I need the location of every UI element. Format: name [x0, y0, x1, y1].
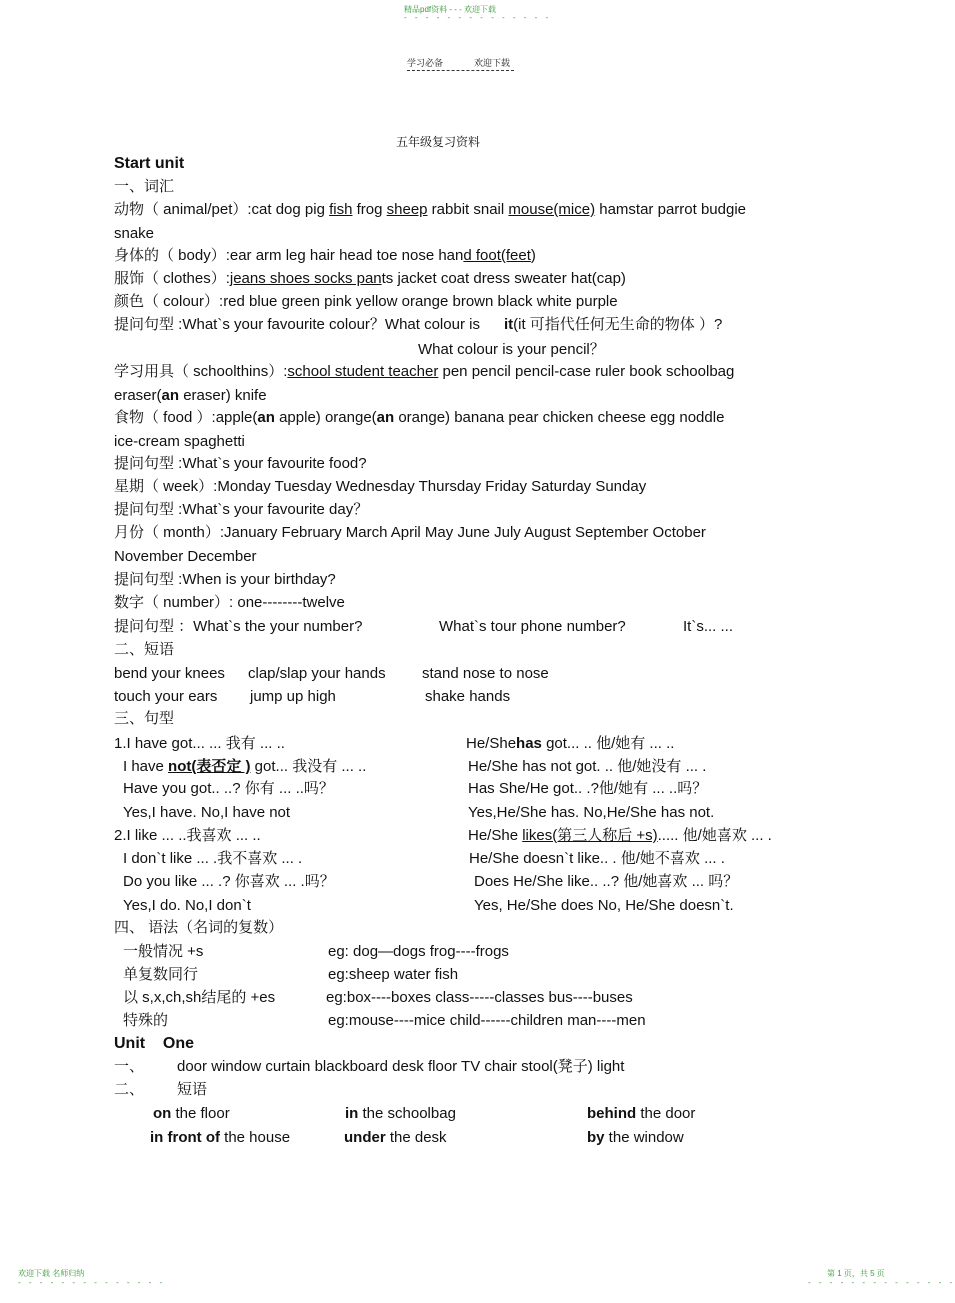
school-underlined: school student teacher	[287, 363, 439, 380]
animal-post: hamstar parrot budgie	[595, 201, 746, 218]
q-colour-post: (it 可指代任何无生命的物体 ）?	[513, 316, 723, 333]
q-day: 提问句型 :What`s your favourite day？	[114, 501, 369, 518]
unit-one-vocab: door window curtain blackboard desk floor TV chair stool(凳子) light	[177, 1058, 625, 1075]
p5-bold: under	[344, 1129, 386, 1146]
unit-one-phrase-5	[344, 1128, 447, 1148]
grammar-eg-4: eg:mouse----mice child------children man----men	[328, 1012, 646, 1029]
q-food: 提问句型 :What`s your favourite food?	[114, 455, 367, 472]
s2-left-1: 2.I like ... ..我喜欢 ... ..	[114, 827, 261, 844]
clothes-underlined: jeans shoes socks pan	[229, 270, 382, 287]
food-an2: an	[376, 409, 395, 426]
clothes-pre: 服饰（ clothes）:	[114, 270, 230, 287]
phrase-1-3: stand nose to nose	[422, 665, 549, 682]
p2-text: the schoolbag	[358, 1105, 456, 1122]
grammar-rule-1: 一般情况 +s	[123, 943, 204, 960]
school-pre: 学习用具（ schoolthins）:	[114, 363, 288, 380]
phrase-1-2: clap/slap your hands	[248, 665, 386, 682]
unit-one-phrases-label: 短语	[177, 1081, 208, 1098]
school-line	[114, 362, 734, 382]
food-cont: ice-cream spaghetti	[114, 433, 245, 450]
s2-right-3: Does He/She like.. ..? 他/她喜欢 ... 吗？	[474, 873, 739, 890]
animal-fish: fish	[329, 201, 353, 218]
grammar-eg-3: eg:box----boxes class-----classes bus----buses	[326, 989, 633, 1006]
s1-right-1	[466, 734, 674, 754]
phrases-heading: 二、短语	[114, 641, 175, 658]
s2-left-4: Yes,I do. No,I don`t	[123, 897, 251, 914]
s2-right-1	[468, 826, 772, 846]
watermark-dots-top: - - - - - - - - - - - - - -	[404, 13, 552, 22]
p6-text: the window	[604, 1129, 684, 1146]
grammar-eg-1: eg: dog—dogs frog----frogs	[328, 943, 509, 960]
s2-r1-likes: likes(第三人称后 +s)	[522, 827, 658, 844]
clothes-post: ts jacket coat dress sweater hat(cap)	[381, 270, 626, 287]
unit-one-phrase-3	[587, 1104, 695, 1124]
phrase-2-3: shake hands	[425, 688, 511, 705]
food-post: orange) banana pear chicken cheese egg noddle	[394, 409, 725, 426]
s1-r1-has: has	[516, 735, 542, 752]
vocab-heading: 一、词汇	[114, 178, 175, 195]
unit-one-phrase-4	[150, 1128, 290, 1148]
s1-left-1: 1.I have got... ... 我有 ... ..	[114, 735, 285, 752]
p3-bold: behind	[587, 1105, 637, 1122]
footer-left: 欢迎下载 名师归纳	[18, 1269, 85, 1278]
animal-pre: 动物（ animal/pet）:cat dog pig	[114, 201, 330, 218]
school-cont	[114, 386, 267, 406]
s1-l2-pre: I have	[123, 758, 169, 775]
grammar-rule-4: 特殊的	[123, 1012, 169, 1029]
grammar-eg-2: eg:sheep water fish	[328, 966, 459, 983]
q-number-b: What`s tour phone number?	[439, 618, 626, 635]
body-pre: 身体的（ body）:ear arm leg hair head toe nose han	[114, 247, 464, 264]
s1-left-4: Yes,I have. No,I have not	[123, 804, 291, 821]
animal-line	[114, 200, 746, 220]
p6-bold: by	[587, 1129, 605, 1146]
grammar-heading: 四、 语法（名词的复数）	[114, 919, 284, 936]
q-colour	[114, 315, 722, 335]
food-pre: 食物（ food ）:apple(	[114, 409, 258, 426]
s2-r1-post: ..... 他/她喜欢 ... .	[657, 827, 772, 844]
p3-text: the door	[636, 1105, 696, 1122]
unit-one-phrase-1	[153, 1104, 230, 1124]
header-rule	[407, 70, 514, 71]
s2-r1-pre: He/She	[468, 827, 523, 844]
school-cont-an: an	[161, 387, 180, 404]
grammar-rule-2: 单复数同行	[123, 966, 199, 983]
unit-one-num-1: 一、	[114, 1058, 145, 1075]
unit-one-phrase-2	[345, 1104, 456, 1124]
s2-left-3: Do you like ... .? 你喜欢 ... .吗？	[123, 873, 335, 890]
phrase-1-1: bend your knees	[114, 665, 225, 682]
food-mid: apple) orange(	[274, 409, 377, 426]
p1-bold: on	[153, 1105, 172, 1122]
header-right: 欢迎下载	[474, 58, 511, 68]
footer-right: 第 1 页，共 5 页	[827, 1269, 885, 1278]
q-birthday: 提问句型 :When is your birthday?	[114, 571, 336, 588]
s1-r1-pre: He/She	[466, 735, 517, 752]
s1-right-3: Has She/He got.. .?他/她有 ... ..吗？	[468, 780, 708, 797]
unit-one-num-2: 二、	[114, 1081, 145, 1098]
body-line	[114, 246, 536, 266]
footer-dots-left: - - - - - - - - - - - - - -	[18, 1278, 166, 1287]
grammar-rule-3: 以 s,x,ch,sh结尾的 +es	[123, 989, 276, 1006]
body-post: )	[530, 247, 536, 264]
p4-text: the house	[219, 1129, 291, 1146]
q-colour-pre: 提问句型 :What`s your favourite colour？What colour is	[114, 316, 480, 333]
animal-cont: snake	[114, 225, 155, 242]
unit-one-phrase-6	[587, 1128, 684, 1148]
colour-line: 颜色（ colour）:red blue green pink yellow orange brown black white purple	[114, 293, 618, 310]
q-colour-2: What colour is your pencil？	[418, 341, 605, 358]
s1-right-2: He/She has not got. .. 他/她没有 ... .	[468, 758, 707, 775]
food-an1: an	[257, 409, 275, 426]
animal-sheep: sheep	[386, 201, 428, 218]
q-number-c: It`s... ...	[683, 618, 734, 635]
q-number-a: 提问句型 ：What`s the your number?	[114, 618, 363, 635]
number-line: 数字（ number）: one--------twelve	[114, 594, 345, 611]
food-line	[114, 408, 724, 428]
school-post: pen pencil pencil-case ruler book schoolbag	[438, 363, 735, 380]
footer-dots-right: - - - - - - - - - - - - - -	[808, 1278, 955, 1287]
animal-mid2: rabbit snail	[427, 201, 509, 218]
s1-r1-post: got... .. 他/她有 ... ..	[541, 735, 675, 752]
s2-right-2: He/She doesn`t like.. . 他/她不喜欢 ... .	[469, 850, 725, 867]
phrase-2-2: jump up high	[250, 688, 336, 705]
sentences-heading: 三、句型	[114, 710, 175, 727]
clothes-line	[114, 269, 626, 289]
doc-title: 五年级复习资料	[396, 135, 481, 149]
p1-text: the floor	[171, 1105, 230, 1122]
s1-left-3: Have you got.. ..? 你有 ... ..吗？	[123, 780, 334, 797]
week-line: 星期（ week）:Monday Tuesday Wednesday Thursday Friday Saturday Sunday	[114, 478, 647, 495]
s2-right-4: Yes, He/She does No, He/She doesn`t.	[474, 897, 734, 914]
s1-right-4: Yes,He/She has. No,He/She has not.	[468, 804, 715, 821]
month-cont: November December	[114, 548, 257, 565]
p2-bold: in	[345, 1105, 359, 1122]
month-line: 月份（ month）:January February March April May June July August September October	[114, 524, 706, 541]
body-foot: d foot(feet	[463, 247, 531, 264]
header-left: 学习必备	[407, 58, 444, 68]
school-cont-pre: eraser(	[114, 387, 162, 404]
p4-bold: in front of	[150, 1129, 220, 1146]
p5-text: the desk	[385, 1129, 447, 1146]
unit-one-heading: Unit One	[114, 1035, 194, 1052]
s1-l2-not: not(表否定 )	[168, 758, 251, 775]
s1-l2-post: got... 我没有 ... ..	[250, 758, 367, 775]
school-cont-post: eraser) knife	[179, 387, 267, 404]
s1-left-2	[123, 757, 366, 777]
watermark-top: 精品pdf资料 - - - 欢迎下载	[404, 5, 497, 14]
start-unit-heading: Start unit	[114, 155, 185, 172]
s2-left-2: I don`t like ... .我不喜欢 ... .	[123, 850, 303, 867]
q-colour-it: it	[503, 316, 514, 333]
animal-mid1: frog	[352, 201, 387, 218]
animal-mouse: mouse(mice)	[508, 201, 596, 218]
phrase-2-1: touch your ears	[114, 688, 218, 705]
